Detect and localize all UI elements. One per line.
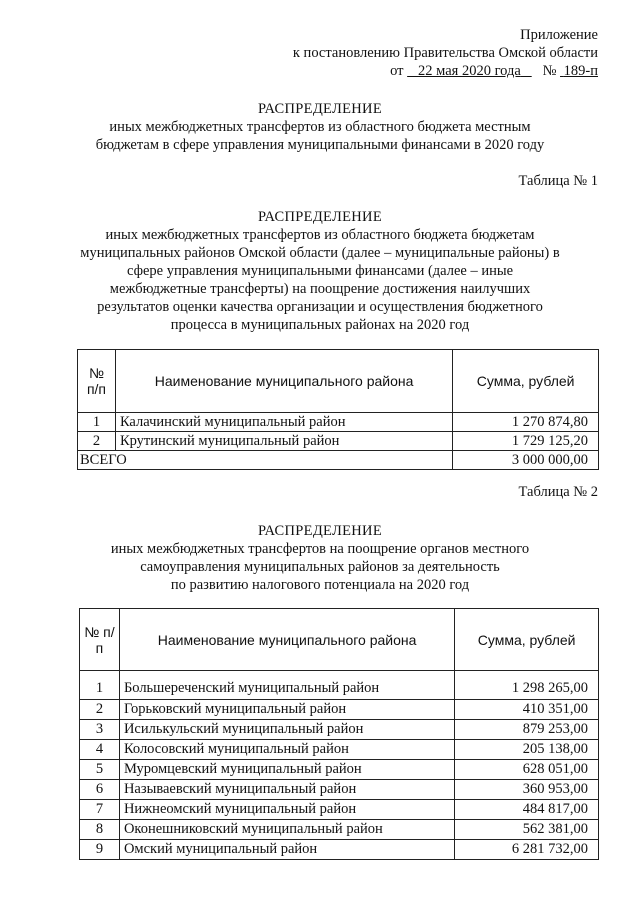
- table1: [77, 349, 599, 470]
- row-sum: 1 729 125,20: [453, 432, 599, 451]
- table2-desc-line: самоуправления муниципальных районов за деятельность: [140, 559, 500, 575]
- main-title-line: иных межбюджетных трансфертов из областного бюджета местным: [109, 119, 531, 135]
- table1-desc-line: процесса в муниципальных районах на 2020 год: [170, 317, 470, 333]
- main-title-heading: РАСПРЕДЕЛЕНИЕ: [258, 101, 382, 117]
- row-num: 1: [78, 413, 116, 432]
- table1-desc-line: результатов оценки качества организации и осуществления бюджетного: [97, 299, 543, 315]
- appendix-header: [293, 26, 598, 80]
- table1-desc-line: сфере управления муниципальными финансами (далее – иные: [126, 263, 514, 279]
- row-sum: 1 270 874,80: [453, 413, 599, 432]
- table-row: [80, 760, 599, 780]
- table1-label: Таблица № 1: [518, 173, 598, 189]
- row-sum: 205 138,00: [455, 740, 599, 760]
- col-header-num: № п/п: [80, 609, 120, 671]
- table-row: [78, 432, 599, 451]
- row-sum: 484 817,00: [455, 800, 599, 820]
- number-prefix: №: [542, 63, 557, 79]
- table-row: [78, 413, 599, 432]
- row-name: Колосовский муниципальный район: [119, 740, 454, 760]
- row-name: Муромцевский муниципальный район: [119, 760, 454, 780]
- table-row: [80, 700, 599, 720]
- col-header-name: Наименование муниципального района: [119, 609, 454, 671]
- table2-desc-line: по развитию налогового потенциала на 2020 год: [170, 577, 470, 593]
- table1-desc-line: межбюджетные трансферты) на поощрение достижения наилучших: [109, 281, 531, 297]
- row-name: Крутинский муниципальный район: [115, 432, 452, 451]
- table-row: [80, 720, 599, 740]
- table-header-row: [78, 350, 599, 413]
- table-row: [80, 780, 599, 800]
- row-name: Горьковский муниципальный район: [119, 700, 454, 720]
- table1-title: [0, 208, 640, 334]
- row-num: 3: [80, 720, 120, 740]
- table1-desc-line: иных межбюджетных трансфертов из областного бюджета бюджетам: [105, 227, 535, 243]
- row-name: Исилькульский муниципальный район: [119, 720, 454, 740]
- decree-number: 189-п: [563, 63, 598, 79]
- row-sum: 360 953,00: [455, 780, 599, 800]
- table1-heading: РАСПРЕДЕЛЕНИЕ: [258, 209, 382, 225]
- row-sum: 410 351,00: [455, 700, 599, 720]
- row-sum: 879 253,00: [455, 720, 599, 740]
- table-header-row: [80, 609, 599, 671]
- col-header-sum: Сумма, рублей: [453, 350, 599, 413]
- table2-title: [0, 522, 640, 594]
- row-num: 9: [80, 840, 120, 860]
- table2-label: Таблица № 2: [518, 484, 598, 500]
- row-sum: 562 381,00: [455, 820, 599, 840]
- appendix-date-line: [293, 62, 598, 80]
- main-title: [0, 100, 640, 154]
- row-num: 7: [80, 800, 120, 820]
- row-name: Называевский муниципальный район: [119, 780, 454, 800]
- row-name: Большереченский муниципальный район: [119, 671, 454, 700]
- appendix-decree: к постановлению Правительства Омской области: [292, 45, 598, 61]
- row-num: 5: [80, 760, 120, 780]
- appendix-title: Приложение: [520, 27, 598, 43]
- col-header-name: Наименование муниципального района: [115, 350, 452, 413]
- row-sum: 1 298 265,00: [455, 671, 599, 700]
- row-num: 6: [80, 780, 120, 800]
- row-num: 8: [80, 820, 120, 840]
- row-num: 1: [80, 671, 120, 700]
- table1-desc-line: муниципальных районов Омской области (далее – муниципальные районы) в: [80, 245, 560, 261]
- total-sum: 3 000 000,00: [453, 451, 599, 470]
- main-title-line: бюджетам в сфере управления муниципальными финансами в 2020 году: [95, 137, 545, 153]
- row-name: Нижнеомский муниципальный район: [119, 800, 454, 820]
- total-label: ВСЕГО: [78, 451, 453, 470]
- table-row: [80, 840, 599, 860]
- table-row: [80, 671, 599, 700]
- row-sum: 6 281 732,00: [455, 840, 599, 860]
- row-name: Омский муниципальный район: [119, 840, 454, 860]
- table-row: [80, 740, 599, 760]
- row-sum: 628 051,00: [455, 760, 599, 780]
- table-row: [80, 800, 599, 820]
- date-prefix: от: [390, 63, 404, 79]
- table2: [79, 608, 599, 860]
- row-num: 2: [80, 700, 120, 720]
- table2-heading: РАСПРЕДЕЛЕНИЕ: [258, 523, 382, 539]
- row-name: Калачинский муниципальный район: [115, 413, 452, 432]
- table2-desc-line: иных межбюджетных трансфертов на поощрение органов местного: [110, 541, 530, 557]
- col-header-sum: Сумма, рублей: [455, 609, 599, 671]
- table-row: [80, 820, 599, 840]
- row-name: Оконешниковский муниципальный район: [119, 820, 454, 840]
- row-num: 4: [80, 740, 120, 760]
- decree-date: 22 мая 2020 года: [418, 63, 521, 79]
- total-row: [78, 451, 599, 470]
- row-num: 2: [78, 432, 116, 451]
- col-header-num: № п/п: [78, 350, 116, 413]
